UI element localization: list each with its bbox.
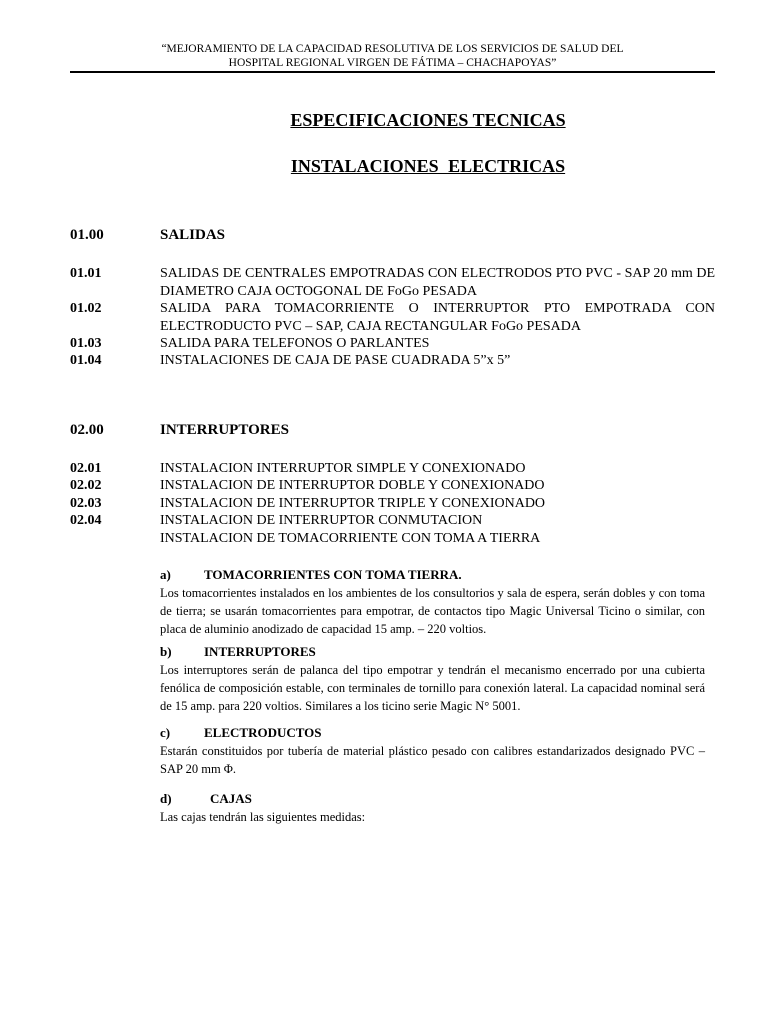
- subsection-body: Los interruptores serán de palanca del tipo empotrar y tendrán el mecanismo encerrado por una cubierta fenólica de composición estable, con terminales de tornillo para conexión lateral. La capacidad nominal será de 15 amp. para 220 voltios. Similares a los ticino serie Magic N° 5001.: [160, 663, 705, 713]
- list-item: [70, 477, 715, 495]
- subsection-letter: d): [160, 791, 172, 806]
- item-number: 02.03: [70, 496, 102, 511]
- item-number: 02.04: [70, 513, 102, 528]
- subsection-interruptores: [160, 643, 705, 715]
- item-number: 01.01: [70, 266, 102, 281]
- subsection-body: Los tomacorrientes instalados en los ambientes de los consultorios y sala de espera, serán dobles y con toma de tierra; se usarán tomacorrientes para empotrar, de contactos tipo Magic Universal Ticino o similar, con placa de aluminio anodizado de capacidad 15 amp. – 220 voltios.: [160, 586, 705, 636]
- subsection-title: TOMACORRIENTES CON TOMA TIERRA.: [204, 567, 462, 582]
- document-header: [70, 42, 715, 70]
- item-number: 02.01: [70, 461, 102, 476]
- item-text: INSTALACION DE TOMACORRIENTE CON TOMA A TIERRA: [160, 531, 541, 546]
- header-line-1: “MEJORAMIENTO DE LA CAPACIDAD RESOLUTIVA DE LOS SERVICIOS DE SALUD DEL: [161, 43, 624, 55]
- subsection-heading: [160, 790, 705, 808]
- subsection-letter: c): [160, 725, 171, 740]
- subsection-electroductos: [160, 724, 705, 778]
- item-text: SALIDA PARA TELEFONOS O PARLANTES: [160, 336, 430, 351]
- subsection-body: Estarán constituidos por tubería de material plástico pesado con calibres estandarizados designado PVC – SAP 20 mm Φ.: [160, 744, 705, 776]
- subsection-heading: [160, 566, 705, 584]
- item-text: INSTALACION DE INTERRUPTOR DOBLE Y CONEXIONADO: [160, 478, 545, 493]
- list-item: [70, 335, 715, 353]
- item-text: SALIDAS DE CENTRALES EMPOTRADAS CON ELECTRODOS PTO PVC - SAP 20 mm DE DIAMETRO CAJA OCTOGONAL DE FoGo PESADA: [160, 266, 715, 299]
- header-divider: [70, 71, 715, 73]
- subsection-body: Las cajas tendrán las siguientes medidas:: [160, 810, 366, 824]
- list-item: [70, 460, 715, 478]
- subsection-heading: [160, 724, 705, 742]
- item-number: 01.03: [70, 336, 102, 351]
- subsection-cajas: [160, 790, 705, 826]
- item-number: 02.02: [70, 478, 102, 493]
- section-label: SALIDAS: [160, 227, 226, 243]
- header-line-2: HOSPITAL REGIONAL VIRGEN DE FÁTIMA – CHACHAPOYAS”: [228, 57, 557, 69]
- subsection-letter: b): [160, 644, 172, 659]
- list-item: [70, 300, 715, 335]
- item-number: 01.02: [70, 301, 102, 316]
- sub-title: INSTALACIONES ELECTRICAS: [290, 156, 566, 176]
- item-text: SALIDA PARA TOMACORRIENTE O INTERRUPTOR PTO EMPOTRADA CON ELECTRODUCTO PVC – SAP, CAJA RECTANGULAR FoGo PESADA: [160, 301, 715, 334]
- main-title: ESPECIFICACIONES TECNICAS: [290, 110, 566, 130]
- subsection-heading: [160, 643, 705, 661]
- list-item: [70, 265, 715, 300]
- section-label: INTERRUPTORES: [160, 422, 289, 438]
- list-item: [70, 512, 715, 530]
- subsection-tomacorrientes: [160, 566, 705, 638]
- item-text: INSTALACIONES DE CAJA DE PASE CUADRADA 5”x 5”: [160, 353, 511, 368]
- item-number: 01.04: [70, 353, 102, 368]
- list-item: [70, 495, 715, 513]
- subsection-title: CAJAS: [210, 791, 252, 806]
- list-item: [70, 530, 715, 548]
- item-text: INSTALACION INTERRUPTOR SIMPLE Y CONEXIONADO: [160, 461, 526, 476]
- item-text: INSTALACION DE INTERRUPTOR TRIPLE Y CONEXIONADO: [160, 496, 546, 511]
- subsection-title: INTERRUPTORES: [204, 644, 316, 659]
- section-number: 01.00: [70, 227, 104, 243]
- subsection-title: ELECTRODUCTOS: [204, 725, 322, 740]
- list-item: [70, 352, 715, 370]
- subsection-letter: a): [160, 567, 171, 582]
- item-text: INSTALACION DE INTERRUPTOR CONMUTACION: [160, 513, 483, 528]
- section-number: 02.00: [70, 422, 104, 438]
